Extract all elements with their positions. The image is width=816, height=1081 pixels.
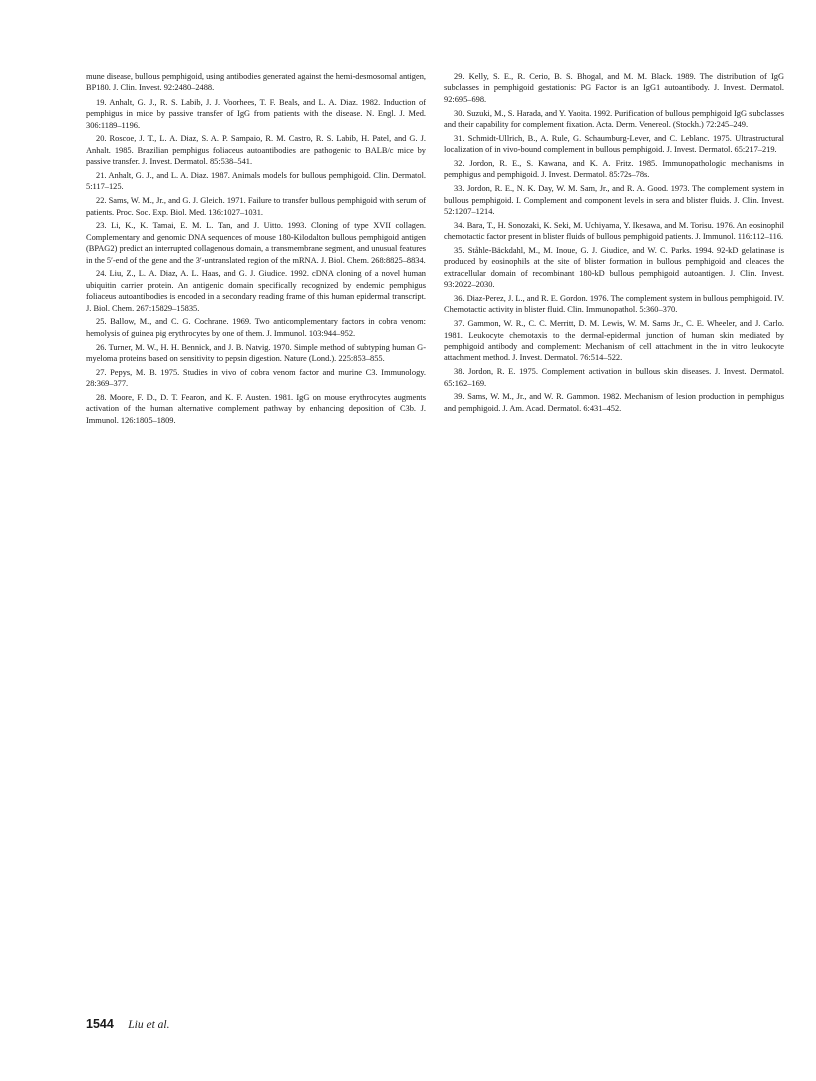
- reference-35: 35. Ståhle-Bäckdahl, M., M. Inoue, G. J. Giudice, and W. C. Parks. 1994. 92-kD gelatinase is produced by eosinophils at the site of blister formation in bullous pemphigoid and cleaces the extracellular domain of recombinant 180-kD bullous pemphigoid autoantigen. J. Clin. Invest. 93:2022–2030.: [444, 246, 784, 290]
- reference-19: 19. Anhalt, G. J., R. S. Labib, J. J. Voorhees, T. F. Beals, and L. A. Diaz. 1982. Induction of pemphigus in mice by passive transfer of IgG from patients with the disease. N. Engl. J. Med. 306:1189–1196.: [86, 97, 426, 130]
- reference-column-left: [86, 71, 426, 429]
- reference-39: 39. Sams, W. M., Jr., and W. R. Gammon. 1982. Mechanism of lesion production in pemphigus and pemphigoid. J. Am. Acad. Dermatol. 6:431–452.: [444, 392, 784, 413]
- reference-26: 26. Turner, M. W., H. H. Bennick, and J. B. Natvig. 1970. Simple method of subtyping human G-myeloma proteins based on sensitivity to pepsin digestion. Nature (Lond.). 225:853–855.: [86, 342, 426, 364]
- reference-33: 33. Jordon, R. E., N. K. Day, W. M. Sam, Jr., and R. A. Good. 1973. The complement system in bullous pemphigoid. I. Complement and component levels in sera and blister fluids. J. Clin. Invest. 52:1207–1214.: [444, 184, 784, 217]
- reference-27: 27. Pepys, M. B. 1975. Studies in vivo of cobra venom factor and murine C3. Immunology. 28:369–377.: [86, 367, 426, 389]
- page-footer: [86, 1015, 169, 1033]
- reference-column-right: [444, 71, 784, 417]
- page-number: 1544: [86, 1017, 114, 1031]
- reference-31: 31. Schmidt-Ullrich, B., A. Rule, G. Schaumburg-Lever, and C. Leblanc. 1975. Ultrastructural localization of in vivo-bound complement in bullous pemphigoid. J. Invest. Dermatol. 65:217–219.: [444, 133, 784, 155]
- reference-24: 24. Liu, Z., L. A. Diaz, A. L. Haas, and G. J. Giudice. 1992. cDNA cloning of a novel human ubiquitin carrier protein. An antigenic domain specifically recognized by endemic pemphigus foliaceus autoantibodies is encoded in a secondary reading frame of this human epidermal transcript. J. Biol. Chem. 267:15829–15835.: [86, 269, 426, 313]
- reference-32: 32. Jordon, R. E., S. Kawana, and K. A. Fritz. 1985. Immunopathologic mechanisms in pemphigus and pemphigoid. J. Invest. Dermatol. 85:72s–78s.: [444, 159, 784, 180]
- reference-25: 25. Ballow, M., and C. G. Cochrane. 1969. Two anticomplementary factors in cobra venom: hemolysis of guinea pig erythrocytes by one of them. J. Immunol. 103:944–952.: [86, 317, 426, 338]
- reference-36: 36. Diaz-Perez, J. L., and R. E. Gordon. 1976. The complement system in bullous pemphigoid. IV. Chemotactic activity in blister fluid. Clin. Immunopathol. 5:360–370.: [444, 294, 784, 315]
- reference-34: 34. Bara, T., H. Sonozaki, K. Seki, M. Uchiyama, Y. Ikesawa, and M. Torisu. 1976. An eosinophil chemotactic factor present in blister fluids of bullous pemphigoid patients. J. Immunol. 116:112–116.: [444, 220, 784, 242]
- reference-30: 30. Suzuki, M., S. Harada, and Y. Yaoita. 1992. Purification of bullous pemphigoid IgG subclasses and their capability for complement fixation. Acta. Derm. Venereol. (Stockh.) 72:245–249.: [444, 108, 784, 130]
- reference-21: 21. Anhalt, G. J., and L. A. Diaz. 1987. Animals models for bullous pemphigoid. Clin. Dermatol. 5:117–125.: [86, 171, 426, 192]
- reference-23: 23. Li, K., K. Tamai, E. M. L. Tan, and J. Uitto. 1993. Cloning of type XVII collagen. Complementary and genomic DNA sequences of mouse 180-Kilodalton bullous pemphigoid antigen (BPAG2) predict an interrupted collagenous domain, a transmembrane segment, and unusual features in the 5′-end of the gene and the 3′-untranslated region of the mRNA. J. Biol. Chem. 268:8825–8834.: [86, 221, 426, 265]
- reference-20: 20. Roscoe, J. T., L. A. Diaz, S. A. P. Sampaio, R. M. Castro, R. S. Labib, H. Patel, and G. J. Anhalt. 1985. Brazilian pemphigus foliaceus autoantibodies are pathogenic to BALB/c mice by passive transfer. J. Invest. Dermatol. 85:538–541.: [86, 134, 426, 167]
- reference-22: 22. Sams, W. M., Jr., and G. J. Gleich. 1971. Failure to transfer bullous pemphigoid with serum of patients. Proc. Soc. Exp. Biol. Med. 136:1027–1031.: [86, 196, 426, 217]
- reference-29: 29. Kelly, S. E., R. Cerio, B. S. Bhogal, and M. M. Black. 1989. The distribution of IgG subclasses in pemphigoid gestationis: PG Factor is an IgG1 autoantibody. J. Invest. Dermatol. 92:695–698.: [444, 72, 784, 104]
- reference-28: 28. Moore, F. D., D. T. Fearon, and K. F. Austen. 1981. IgG on mouse erythrocytes augments activation of the human alternative complement pathway by enhancing deposition of C3b. J. Immunol. 126:1805–1809.: [86, 393, 426, 425]
- reference-continuation: mune disease, bullous pemphigoid, using antibodies generated against the hemi-desmosomal antigen, BP180. J. Clin. Invest. 92:2480–2488.: [86, 72, 426, 93]
- reference-38: 38. Jordon, R. E. 1975. Complement activation in bullous skin diseases. J. Invest. Dermatol. 65:162–169.: [444, 367, 784, 388]
- running-authors: Liu et al.: [128, 1019, 170, 1031]
- reference-37: 37. Gammon, W. R., C. C. Merritt, D. M. Lewis, W. M. Sams Jr., C. E. Wheeler, and J. Carlo. 1981. Leukocyte chemotaxis to the dermal-epidermal junction of human skin mediated by pemphigoid antibody and complement: Mechanism of cell attachment in the in vitro leukocyte attachment method. J. Invest. Dermatol. 76:514–522.: [444, 319, 784, 363]
